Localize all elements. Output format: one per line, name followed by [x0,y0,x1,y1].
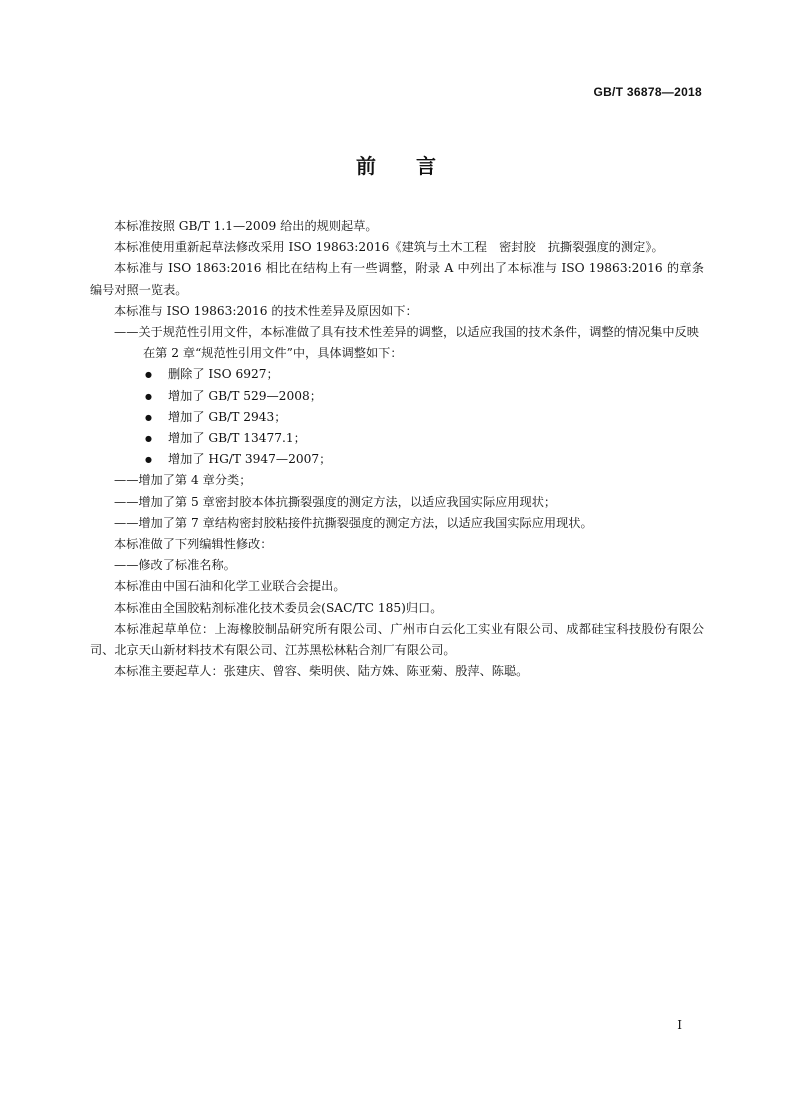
paragraph: 本标准做了下列编辑性修改： [114,537,273,552]
paragraph: 本标准使用重新起草法修改采用 ISO 19863:2016《建筑与土木工程 密封胶 抗撕裂强度的测定》。 [114,240,664,255]
bullet-item: ● 增加了 GB/T 529—2008； [90,386,704,407]
bullet-item: ● 增加了 HG/T 3947—2007； [90,449,704,470]
dash-item: ——增加了第 4 章分类； [114,473,252,488]
paragraph: 本标准由中国石油和化学工业联合会提出。 [114,579,346,594]
foreword-body [90,216,704,682]
bullet-item: ● 增加了 GB/T 2943； [90,407,704,428]
paragraph: 本标准与 ISO 19863:2016 的技术性差异及原因如下： [114,303,418,318]
paragraph: 本标准起草单位：上海橡胶制品研究所有限公司、广州市白云化工实业有限公司、成都硅宝科技股份有限公司、北京天山新材料技术有限公司、江苏黑松林粘合剂厂有限公司。 [90,621,704,658]
dash-item: ——增加了第 7 章结构密封胶粘接件抗撕裂强度的测定方法，以适应我国实际应用现状。 [114,515,593,530]
dash-item: ——修改了标准名称。 [114,558,236,573]
paragraph: 本标准由全国胶粘剂标准化技术委员会(SAC/TC 185)归口。 [114,600,443,615]
paragraph: 本标准与 ISO 1863:2016 相比在结构上有一些调整，附录 A 中列出了本标准与 ISO 19863:2016 的章条编号对照一览表。 [90,261,704,297]
paragraph: 本标准按照 GB/T 1.1—2009 给出的规则起草。 [114,219,378,233]
page-number: I [677,1018,682,1032]
paragraph: 本标准主要起草人：张建庆、曾容、柴明侠、陆方姝、陈亚菊、殷萍、陈聪。 [114,664,529,679]
dash-item: ——关于规范性引用文件，本标准做了具有技术性差异的调整，以适应我国的技术条件，调整的情况集中反映在第 2 章“规范性引用文件”中，具体调整如下： [114,325,699,361]
bullet-item: ● 增加了 GB/T 13477.1； [90,428,704,449]
dash-item: ——增加了第 5 章密封胶本体抗撕裂强度的测定方法，以适应我国实际应用现状； [114,494,557,509]
standard-code: GB/T 36878—2018 [593,85,702,99]
page-title: 前言 [356,154,476,178]
bullet-item: ● 删除了 ISO 6927； [90,364,704,385]
